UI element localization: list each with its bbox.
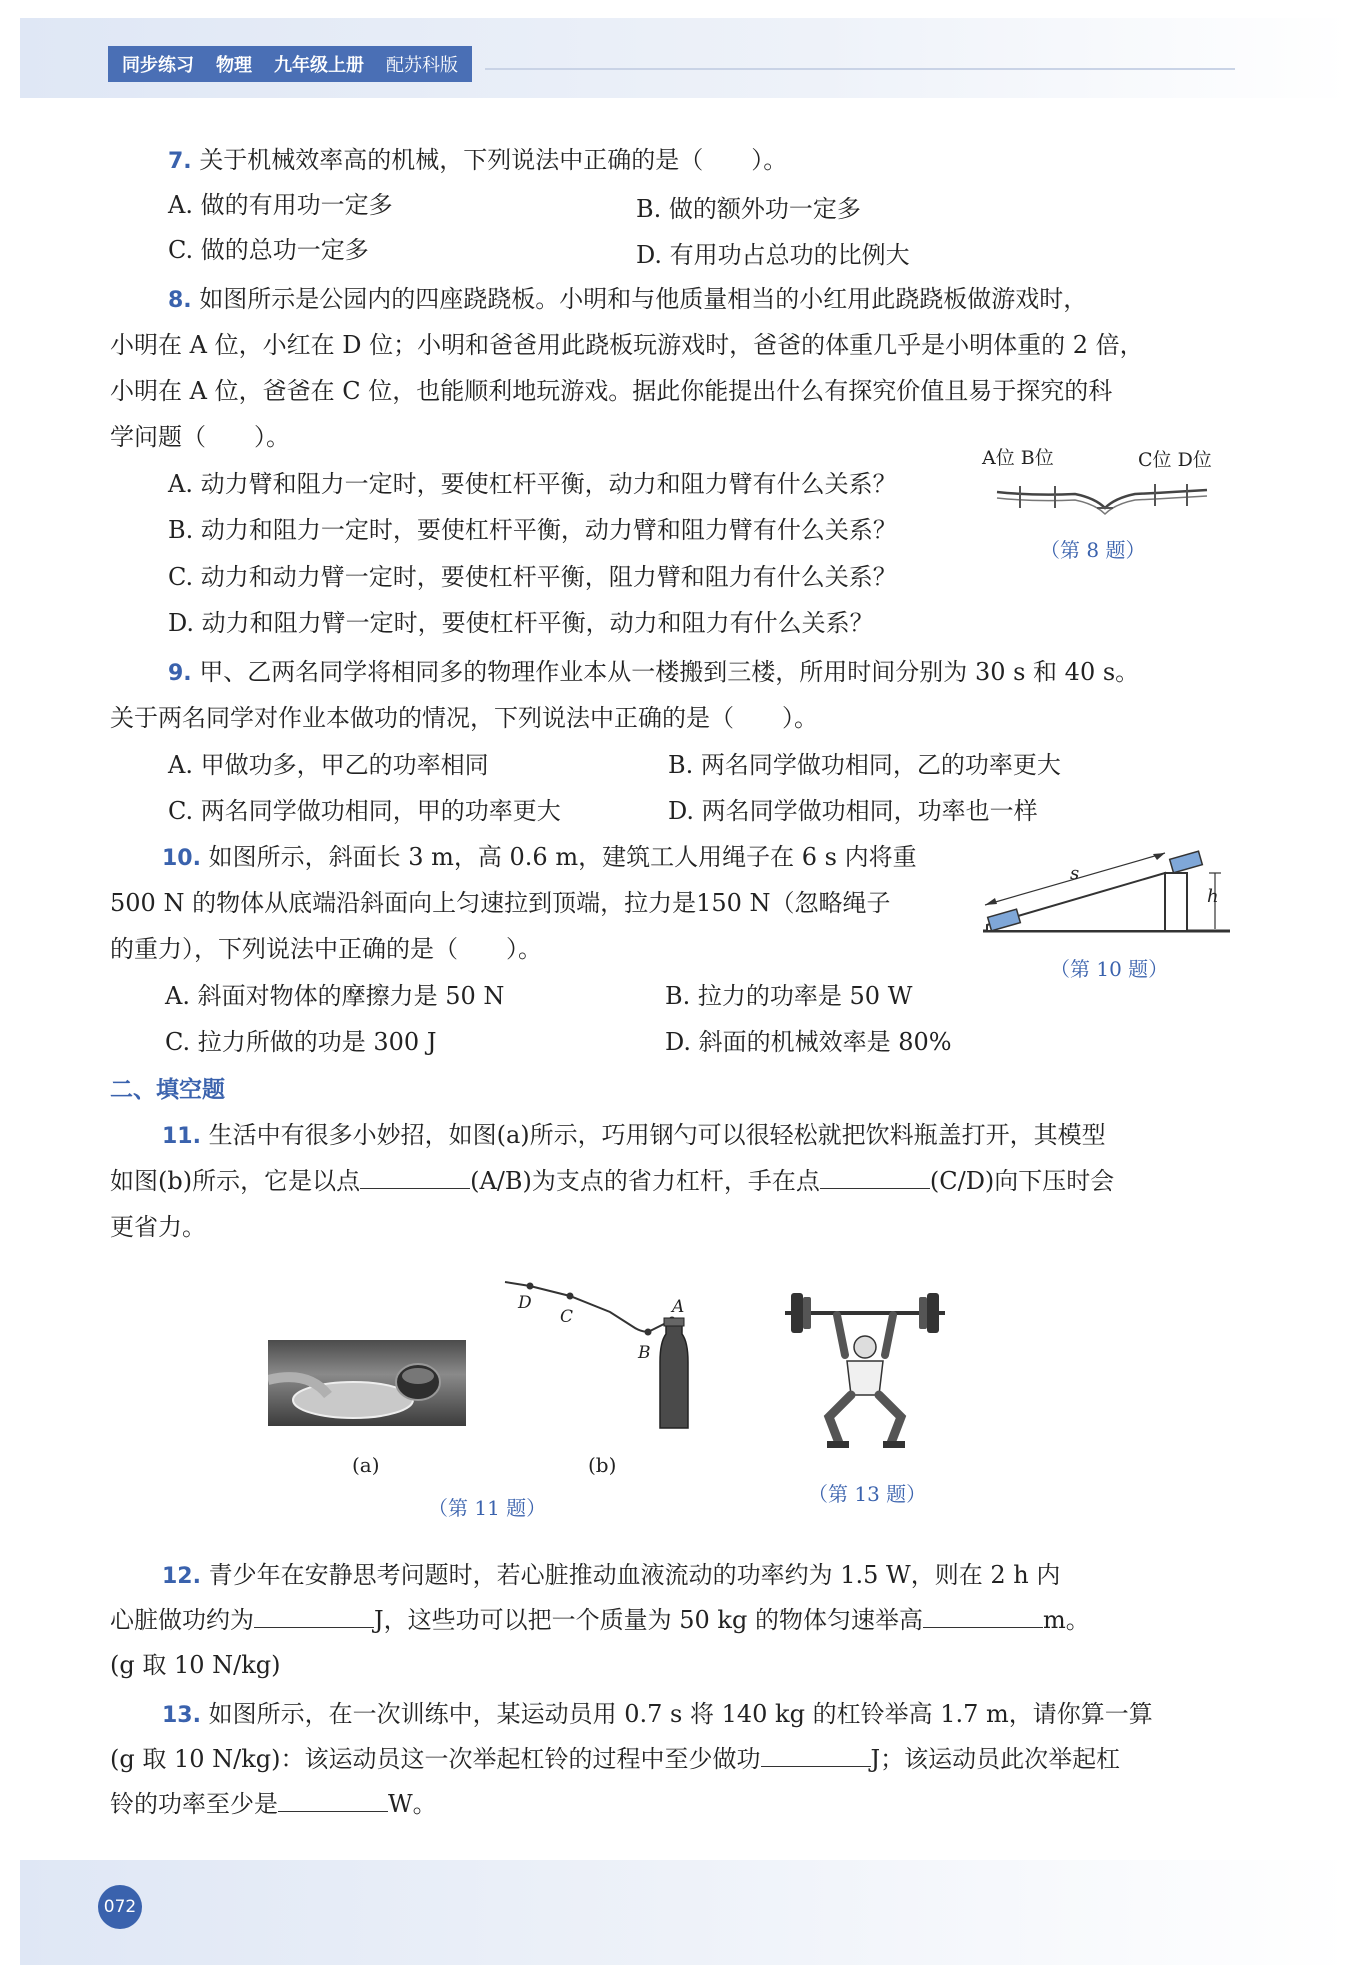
q11-line-2 (110, 1164, 1114, 1198)
q13-line-1 (162, 1697, 1153, 1733)
q13-text-3a: 铃的功率至少是 (110, 1790, 278, 1818)
spoon-photo (268, 1340, 466, 1426)
q12-line-1 (162, 1558, 1060, 1594)
seesaw-figure (995, 478, 1210, 522)
q8-line-4: 学问题（ ）。 (110, 423, 290, 451)
q13-line-3 (110, 1787, 437, 1821)
fig-b-caption: (b) (588, 1453, 617, 1477)
q11-line-1 (162, 1118, 1106, 1154)
q11-text-2c: (C/D)向下压时会 (929, 1167, 1115, 1195)
q10-number: 10. (162, 846, 201, 871)
q12-line-2 (110, 1603, 1090, 1637)
q12-text-1: 青少年在安静思考问题时，若心脏推动血液流动的功率约为 1.5 W，则在 2 h 内 (208, 1561, 1061, 1589)
q13-text-2a: (g 取 10 N/kg)：该运动员这一次举起杠铃的过程中至少做功 (110, 1745, 761, 1773)
q12-blank-work[interactable] (254, 1604, 374, 1628)
q8-option-c: C. 动力和动力臂一定时，要使杠杆平衡，阻力臂和阻力有什么关系？ (168, 563, 897, 591)
q10-line-1 (162, 840, 917, 876)
q8-number: 8. (168, 288, 192, 313)
q13-blank-work[interactable] (761, 1743, 871, 1767)
q13-blank-power[interactable] (278, 1788, 388, 1812)
book-title: 同步练习 (122, 55, 194, 76)
q9-option-d: D. 两名同学做功相同，功率也一样 (668, 797, 1038, 825)
q13-number: 13. (162, 1703, 201, 1728)
q12-number: 12. (162, 1564, 201, 1589)
q8-fig-label-ab: A位 B位 (982, 447, 1054, 469)
q10-option-d: D. 斜面的机械效率是 80% (665, 1028, 952, 1056)
q8-line-2: 小明在 A 位，小红在 D 位；小明和爸爸用此跷板玩游戏时，爸爸的体重几乎是小明体重的 2 倍， (110, 331, 1144, 359)
q11-blank-press[interactable] (820, 1165, 930, 1189)
q8-fig-label-cd: C位 D位 (1138, 449, 1212, 471)
q12-text-2c: m。 (1042, 1606, 1090, 1634)
q8-option-b: B. 动力和阻力一定时，要使杠杆平衡，动力臂和阻力臂有什么关系？ (168, 516, 897, 544)
q10-text-1: 如图所示，斜面长 3 m，高 0.6 m，建筑工人用绳子在 6 s 内将重 (208, 843, 917, 871)
q9-line-1 (168, 655, 1139, 691)
q10-option-b: B. 拉力的功率是 50 W (665, 982, 913, 1010)
q7-option-a: A. 做的有用功一定多 (168, 191, 393, 219)
q11-line-3: 更省力。 (110, 1213, 206, 1241)
subject-label: 物理 (216, 55, 252, 76)
edition-label: 配苏科版 (386, 55, 458, 76)
q12-blank-height[interactable] (923, 1604, 1043, 1628)
footer-band (20, 1860, 1350, 1965)
q7-text: 关于机械效率高的机械，下列说法中正确的是（ ）。 (199, 146, 788, 174)
q9-option-b: B. 两名同学做功相同，乙的功率更大 (668, 751, 1061, 779)
q10-option-c: C. 拉力所做的功是 300 J (165, 1028, 437, 1056)
q7-option-c: C. 做的总功一定多 (168, 236, 369, 264)
incline-s-label: s (1070, 863, 1080, 884)
q12-text-2a: 心脏做功约为 (110, 1606, 254, 1634)
q7-stem (168, 143, 787, 179)
q13-text-3b: W。 (388, 1790, 437, 1818)
incline-figure (975, 845, 1235, 945)
point-b-label: B (638, 1343, 651, 1363)
point-c-label: C (560, 1307, 574, 1327)
section-title: 二、填空题 (110, 1077, 225, 1103)
q8-line-1 (168, 282, 1087, 318)
q8-caption: （第 8 题） (1040, 538, 1146, 562)
q8-text-1: 如图所示是公园内的四座跷跷板。小明和与他质量相当的小红用此跷跷板做游戏时， (199, 285, 1088, 313)
q9-option-c: C. 两名同学做功相同，甲的功率更大 (168, 797, 561, 825)
q7-option-d: D. 有用功占总功的比例大 (636, 241, 910, 269)
weightlifter-figure (775, 1285, 955, 1455)
incline-h-label: h (1207, 886, 1219, 907)
q9-text-1: 甲、乙两名同学将相同多的物理作业本从一楼搬到三楼，所用时间分别为 30 s 和 40 s。 (199, 658, 1140, 686)
q13-text-1: 如图所示，在一次训练中，某运动员用 0.7 s 将 140 kg 的杠铃举高 1.7 m，请你算一算 (208, 1700, 1153, 1728)
q10-option-a: A. 斜面对物体的摩擦力是 50 N (165, 982, 505, 1010)
q11-text-1: 生活中有很多小妙招，如图(a)所示，巧用钢勺可以很轻松就把饮料瓶盖打开，其模型 (208, 1121, 1106, 1149)
point-a-label: A (672, 1297, 685, 1317)
q9-number: 9. (168, 661, 192, 686)
q10-line-2: 500 N 的物体从底端沿斜面向上匀速拉到顶端，拉力是150 N（忽略绳子 (110, 889, 891, 917)
q12-text-2b: J，这些功可以把一个质量为 50 kg 的物体匀速举高 (374, 1606, 923, 1634)
q9-line-2: 关于两名同学对作业本做功的情况，下列说法中正确的是（ ）。 (110, 704, 818, 732)
q11-text-2a: 如图(b)所示，它是以点 (110, 1167, 361, 1195)
q7-number: 7. (168, 149, 192, 174)
q11-text-2b: (A/B)为支点的省力杠杆，手在点 (470, 1167, 820, 1195)
q9-option-a: A. 甲做功多，甲乙的功率相同 (168, 751, 489, 779)
page-number: 072 (98, 1885, 142, 1929)
q11-blank-pivot[interactable] (360, 1165, 470, 1189)
q12-line-3: (g 取 10 N/kg) (110, 1651, 281, 1679)
q8-option-d: D. 动力和阻力臂一定时，要使杠杆平衡，动力和阻力有什么关系？ (168, 609, 874, 637)
header-rule (485, 68, 1235, 70)
q10-caption: （第 10 题） (1050, 957, 1169, 981)
header-tag (108, 46, 472, 82)
q8-line-3: 小明在 A 位，爸爸在 C 位，也能顺利地玩游戏。据此你能提出什么有探究价值且易于探究的科 (110, 377, 1113, 405)
lever-model-figure (500, 1272, 710, 1434)
point-d-label: D (518, 1293, 532, 1313)
q10-line-3: 的重力），下列说法中正确的是（ ）。 (110, 935, 542, 963)
q13-caption: （第 13 题） (808, 1482, 927, 1506)
q7-option-b: B. 做的额外功一定多 (636, 195, 861, 223)
fig-a-caption: (a) (352, 1453, 380, 1477)
q8-option-a: A. 动力臂和阻力一定时，要使杠杆平衡，动力和阻力臂有什么关系？ (168, 470, 897, 498)
q13-line-2 (110, 1742, 1120, 1776)
q11-number: 11. (162, 1124, 201, 1149)
grade-label: 九年级上册 (274, 55, 364, 76)
section-fill-in (110, 1072, 225, 1107)
q11-caption: （第 11 题） (428, 1496, 547, 1520)
q13-text-2b: J；该运动员此次举起杠 (870, 1745, 1121, 1773)
